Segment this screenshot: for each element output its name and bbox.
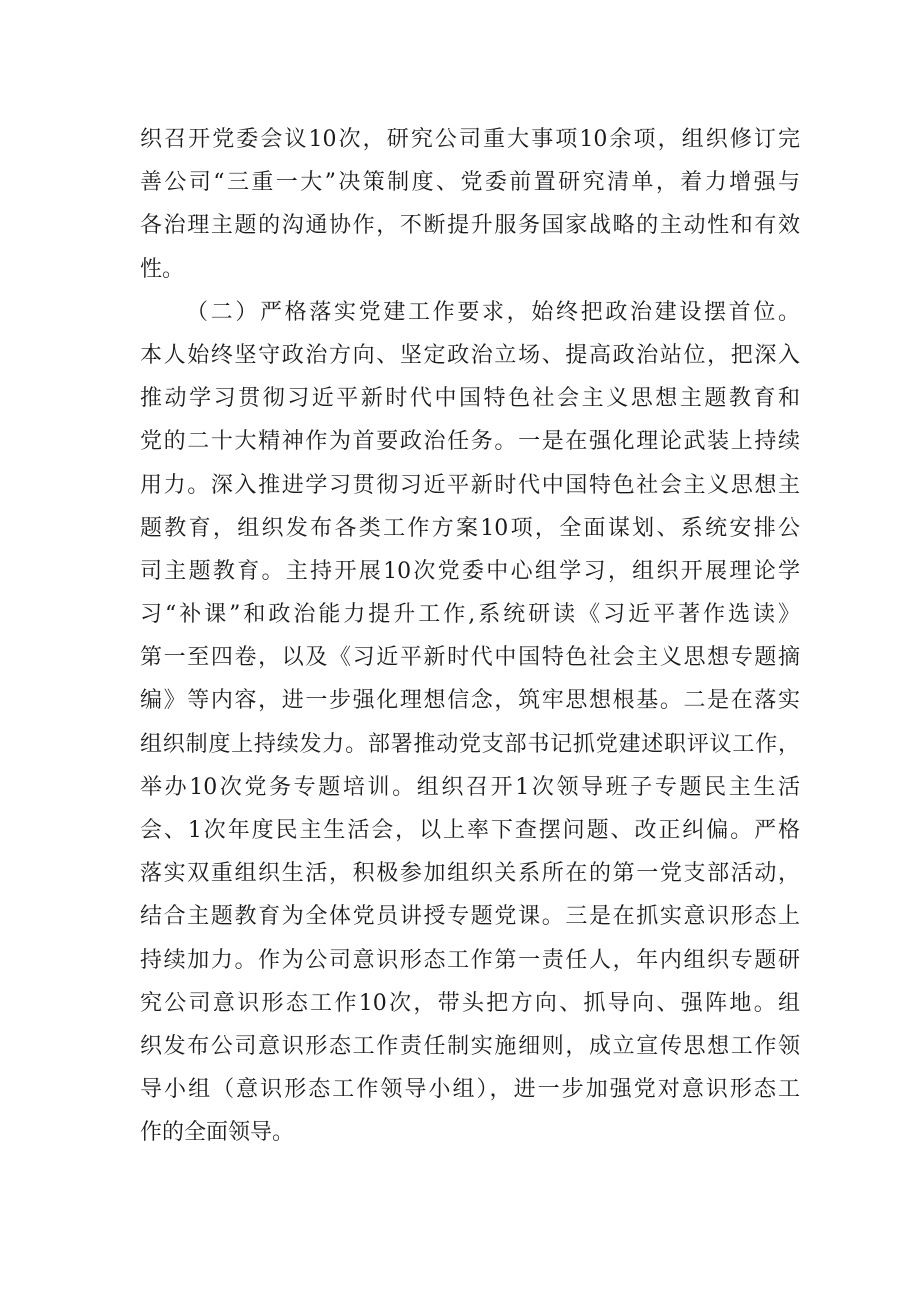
text-line-16: 举办10次党务专题培训。组织召开1次领导班子专题民主生活 — [140, 774, 800, 800]
text-line-7: 推动学习贯彻习近平新时代中国特色社会主义思想主题教育和 — [140, 386, 800, 412]
text-line-10: 题教育，组织发布各类工作方案10项，全面谋划、系统安排公 — [140, 515, 800, 541]
section-heading-line: （二）严格落实党建工作要求，始终把政治建设摆首位。 — [186, 299, 800, 325]
text-line-15: 组织制度上持续发力。部署推动党支部书记抓党建述职评议工作， — [140, 731, 800, 757]
text-line-3: 各治理主题的沟通协作，不断提升服务国家战略的主动性和有效 — [140, 213, 800, 239]
text-line-17: 会、1次年度民主生活会，以上率下查摆问题、改正纠偏。严格 — [140, 818, 800, 843]
text-line-1: 织召开党委会议10次，研究公司重大事项10余项，组织修订完 — [140, 127, 800, 152]
text-line-20: 持续加力。作为公司意识形态工作第一责任人，年内组织专题研 — [140, 947, 800, 973]
text-line-12: 习“补课”和政治能力提升工作,系统研读《习近平著作选读》 — [140, 602, 800, 628]
text-line-23: 导小组（意识形态工作领导小组），进一步加强党对意识形态工 — [140, 1077, 800, 1103]
text-line-9: 用力。深入推进学习贯彻习近平新时代中国特色社会主义思想主 — [140, 472, 800, 498]
text-line-24: 作的全面领导。 — [140, 1120, 295, 1146]
text-line-18: 落实双重组织生活，积极参加组织关系所在的第一党支部活动， — [140, 861, 800, 887]
text-line-21: 究公司意识形态工作10次，带头把方向、抓导向、强阵地。组 — [140, 990, 800, 1016]
text-line-2: 善公司“三重一大”决策制度、党委前置研究清单，着力增强与 — [140, 170, 800, 196]
text-line-13: 第一至四卷，以及《习近平新时代中国特色社会主义思想专题摘 — [140, 645, 800, 671]
text-line-4: 性。 — [140, 256, 185, 282]
text-line-19: 结合主题教育为全体党员讲授专题党课。三是在抓实意识形态上 — [140, 904, 800, 930]
text-line-11: 司主题教育。主持开展10次党委中心组学习，组织开展理论学 — [140, 558, 800, 584]
text-line-22: 织发布公司意识形态工作责任制实施细则，成立宣传思想工作领 — [140, 1033, 800, 1059]
body-text — [140, 118, 800, 1155]
text-line-8: 党的二十大精神作为首要政治任务。一是在强化理论武装上持续 — [140, 429, 800, 455]
text-line-6: 本人始终坚守政治方向、坚定政治立场、提高政治站位，把深入 — [140, 342, 800, 368]
text-line-14: 编》等内容，进一步强化理想信念，筑牢思想根基。二是在落实 — [140, 688, 800, 714]
